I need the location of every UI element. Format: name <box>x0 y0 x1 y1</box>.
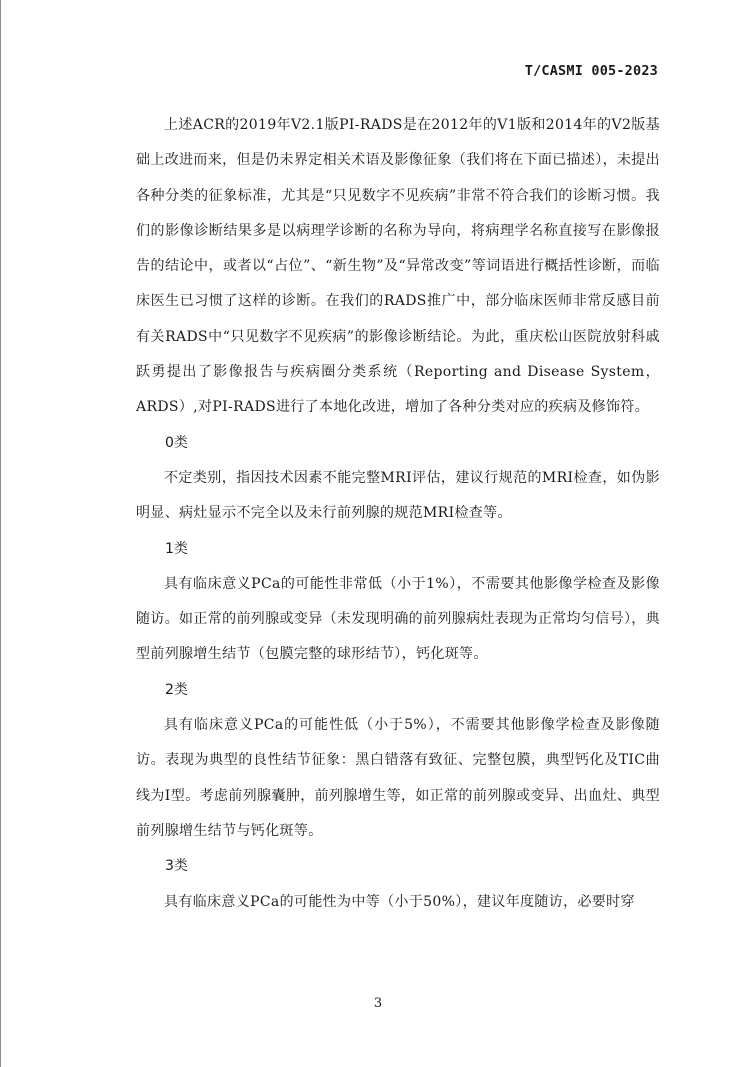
category-0-paragraph: 不定类别，指因技术因素不能完整MRI评估，建议行规范的MRI检查，如伪影明显、病灶显示不完全以及未行前列腺的规范MRI检查等。 <box>136 469 660 522</box>
intro-paragraph: 上述ACR的2019年V2.1版PI-RADS是在2012年的V1版和2014年的V2版基础上改进而来，但是仍未界定相关术语及影像征象（我们将在下面已描述），未提出各种分类的征象标准，尤其是“只见数字不见疾病”非常不符合我们的诊断习惯。我们的影像诊断结果多是以病理学诊断的名称为导向，将病理学名称直接写在影像报告的结论中，或者以“占位”、“新生物”及“异常改变”等词语进行概括性诊断，而临床医生已习惯了这样的诊断。在我们的RADS推广中，部分临床医师非常反感目前有关RADS中“只见数字不见疾病”的影像诊断结论。为此，重庆松山医院放射科戚跃勇提出了影像报告与疾病圈分类系统（Reporting and Disease System，ARDS）,对PI-RADS进行了本地化改进，增加了各种分类对应的疾病及修饰符。 <box>136 117 660 416</box>
category-1-paragraph: 具有临床意义PCa的可能性非常低（小于1%），不需要其他影像学检查及影像随访。如正常的前列腺或变异（未发现明确的前列腺病灶表现为正常均匀信号），典型前列腺增生结节（包膜完整的球形结节），钙化斑等。 <box>136 575 660 663</box>
category-3-heading: 3类 <box>165 858 188 875</box>
category-0-heading: 0类 <box>165 434 188 451</box>
standard-number: T/CASMI 005-2023 <box>524 63 658 79</box>
category-2-heading: 2类 <box>165 681 188 698</box>
category-2-paragraph: 具有临床意义PCa的可能性低（小于5%），不需要其他影像学检查及影像随访。表现为典型的良性结节征象：黑白错落有致征、完整包膜，典型钙化及TIC曲线为Ⅰ型。考虑前列腺囊肿，前列腺增生等，如正常的前列腺或变异、出血灶、典型前列腺增生结节与钙化斑等。 <box>136 717 660 839</box>
category-3-paragraph: 具有临床意义PCa的可能性为中等（小于50%），建议年度随访，必要时穿 <box>164 893 635 910</box>
page-number: 3 <box>373 996 383 1011</box>
document-body <box>136 108 660 920</box>
category-1-heading: 1类 <box>165 540 188 557</box>
page-left-border <box>0 0 1 1067</box>
